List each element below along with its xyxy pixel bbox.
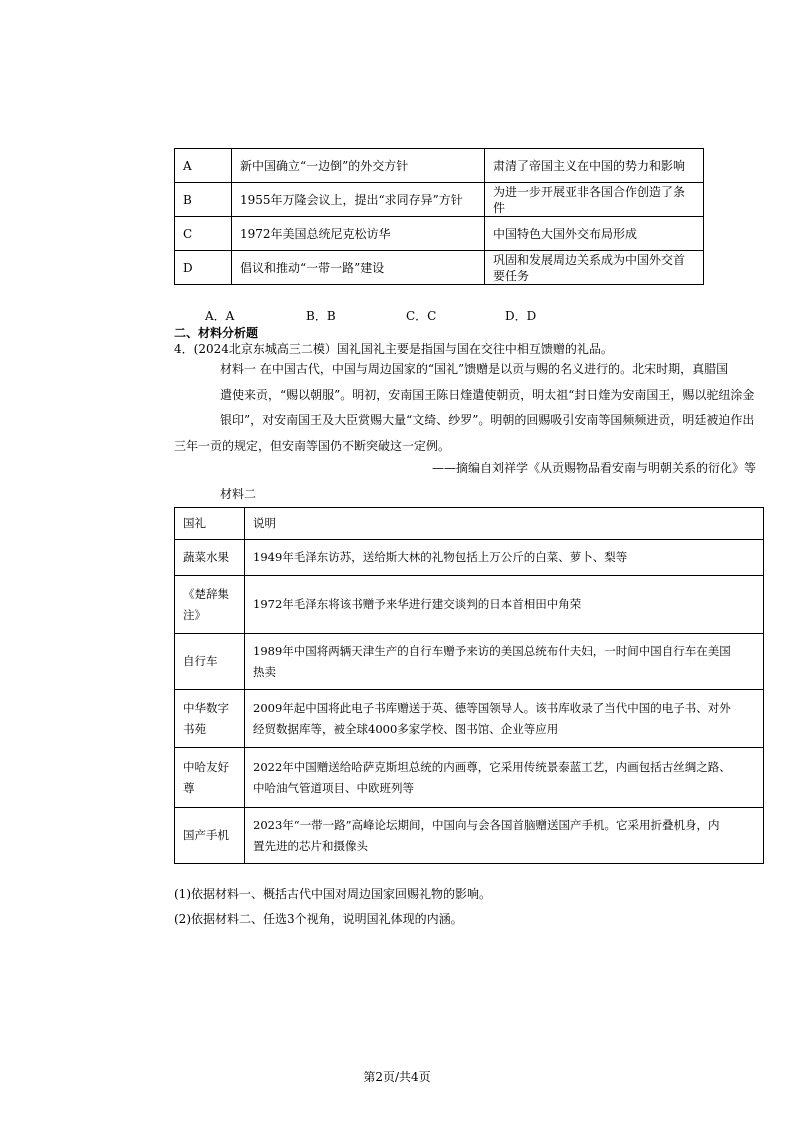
gift-description [245,748,764,808]
gift-table-header-row [175,508,764,540]
gift-name [175,576,245,634]
material-1-source: ——摘编自刘祥学《从贡赐物品看安南与明朝关系的衍化》等 [431,461,756,475]
option-event: 倡议和推动“一带一路”建设 [232,251,485,285]
gift-description-line: 中哈油气管道项目、中欧班列等 [253,780,414,795]
option-event: 1972年美国总统尼克松访华 [232,217,485,251]
gift-name-line: 国产手机 [183,828,229,842]
option-letter: B [175,183,232,217]
option-event: 新中国确立“一边倒”的外交方针 [232,149,485,183]
gift-name-line: 书苑 [183,721,206,736]
section-heading: 二、材料分析题 [174,326,259,340]
gift-description [245,690,764,748]
options-table [174,148,704,285]
gift-row [175,576,764,634]
material-1-line: 遣使来贡，“赐以朝服”。明初，安南国王陈日煃遣使朝贡，明太祖“封日煃为安南国王，赐以驼纽涂金 [220,387,755,402]
option-result: 为进一步开展亚非各国合作创造了条件 [485,183,704,217]
option-row [175,149,704,183]
gift-row [175,748,764,808]
header-gift: 国礼 [175,508,245,540]
page-footer: 第2页/共4页 [363,1070,431,1084]
sub-question-2: (2)依据材料二、任选3个视角，说明国礼体现的内涵。 [174,912,463,926]
gift-description-line: 热卖 [253,664,276,679]
gift-description-line: 经贸数据库等，被全球4000多家学校、图书馆、企业等应用 [253,721,559,736]
gift-name [175,808,245,864]
gift-row [175,540,764,576]
header-description: 说明 [245,508,764,540]
option-event: 1955年万隆会议上，提出“求同存异”方针 [232,183,485,217]
option-row [175,251,704,285]
choice-c[interactable]: C．C [406,309,437,323]
gift-name [175,690,245,748]
gift-description [245,576,764,634]
choice-b[interactable]: B．B [306,309,336,323]
option-row [175,217,704,251]
gift-description-line: 2023年“一带一路”高峰论坛期间，中国向与会各国首脑赠送国产手机。它采用折叠机身，内 [253,817,720,832]
gift-description-line: 1989年中国将两辆天津生产的自行车赠予来访的美国总统布什夫妇，一时间中国自行车在美国 [253,643,731,658]
gift-row [175,634,764,690]
option-result: 巩固和发展周边关系成为中国外交首要任务 [485,251,704,285]
question-stem: 4．(2024北京东城高三二模）国礼国礼主要是指国与国在交往中相互馈赠的礼品。 [174,342,613,356]
gift-description-line: 1949年毛泽东访苏，送给斯大林的礼物包括上万公斤的白菜、萝卜、梨等 [253,550,628,564]
sub-question-1: (1)依据材料一、概括古代中国对周边国家回赐礼物的影响。 [174,887,492,901]
gift-description [245,634,764,690]
option-result: 肃清了帝国主义在中国的势力和影响 [485,149,704,183]
material-1-line: 银印”，对安南国王及大臣赏赐大量“文绮、纱罗”。明朝的回赐吸引安南等国频频进贡，明廷被迫作出 [220,413,755,427]
gift-description [245,540,764,576]
gift-description-line: 2009年起中国将此电子书库赠送于英、德等国领导人。该书库收录了当代中国的电子书、对外 [253,700,731,715]
gift-description-line: 2022年中国赠送给哈萨克斯坦总统的内画尊，它采用传统景泰蓝工艺，内画包括古丝绸之路、 [253,759,731,774]
gift-table [174,507,764,864]
gift-name-line: 自行车 [183,654,218,668]
gift-name-line: 注》 [183,607,206,622]
gift-description-line: 置先进的芯片和摄像头 [253,838,368,853]
material-1-line: 三年一贡的规定，但安南等国仍不断突破这一定例。 [174,438,451,453]
gift-name-line: 《楚辞集 [183,586,229,601]
gift-name-line: 中华数字 [183,700,229,715]
gift-description [245,808,764,864]
gift-name [175,748,245,808]
gift-name [175,634,245,690]
gift-name-line: 尊 [183,780,195,795]
material-1-line: 材料一 在中国古代，中国与周边国家的“国礼”馈赠是以贡与赐的名义进行的。北宋时期，真腊国 [220,362,729,376]
choice-d[interactable]: D．D [505,309,537,323]
choice-a[interactable]: A．A [205,309,235,323]
gift-row [175,808,764,864]
option-letter: A [175,149,232,183]
gift-name-line: 中哈友好 [183,759,229,774]
material-2-label: 材料二 [220,487,257,501]
option-result: 中国特色大国外交布局形成 [485,217,704,251]
gift-name-line: 蔬菜水果 [183,550,229,564]
option-letter: D [175,251,232,285]
option-letter: C [175,217,232,251]
gift-description-line: 1972年毛泽东将该书赠予来华进行建交谈判的日本首相田中角荣 [253,597,582,611]
gift-name [175,540,245,576]
gift-row [175,690,764,748]
option-row [175,183,704,217]
material-1 [174,357,765,459]
